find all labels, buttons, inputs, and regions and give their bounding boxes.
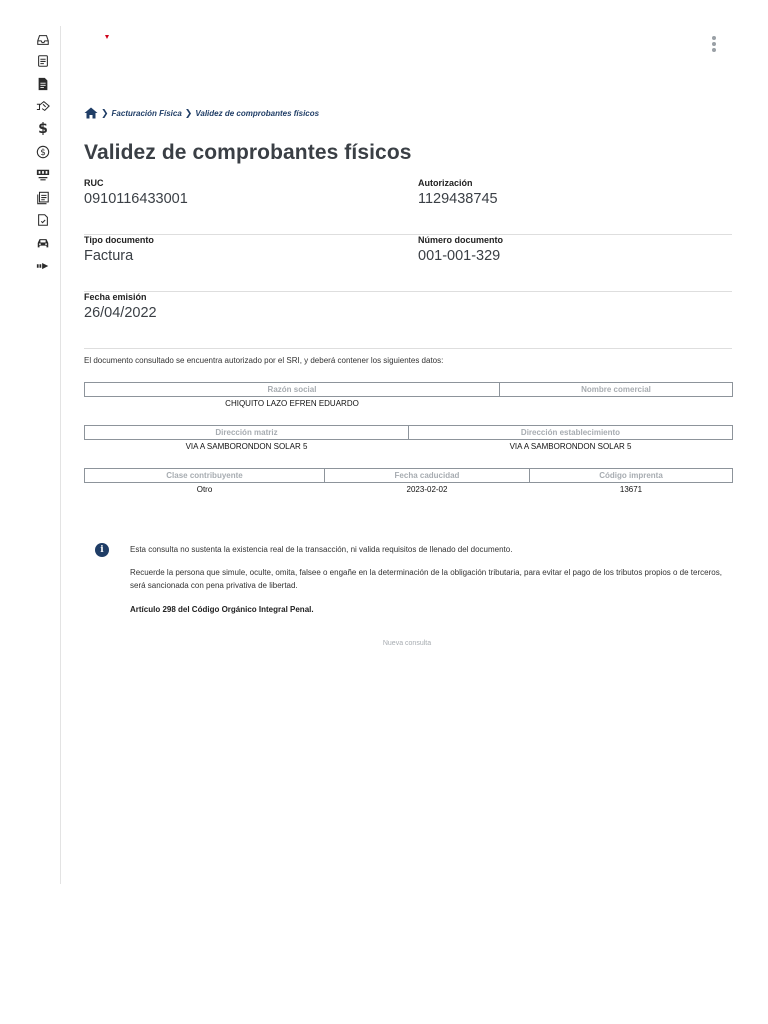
table-header: Nombre comercial: [500, 383, 733, 397]
table-header: Código imprenta: [530, 469, 733, 483]
field-value-ruc: 0910116433001: [84, 191, 188, 207]
page-title: Validez de comprobantes físicos: [84, 141, 412, 164]
field-ruc: [84, 178, 188, 207]
table-header: Fecha caducidad: [325, 469, 530, 483]
field-label: Fecha emisión: [84, 292, 147, 302]
kebab-menu-icon[interactable]: [706, 36, 722, 56]
table-header: Clase contribuyente: [85, 469, 325, 483]
field-fecha-emision: [84, 292, 157, 321]
field-label: Tipo documento: [84, 235, 154, 245]
field-autorizacion: [418, 178, 498, 207]
field-value-autorizacion: 1129438745: [418, 191, 498, 207]
field-row-documento: [84, 235, 732, 292]
table-cell: 2023-02-02: [406, 485, 448, 494]
field-row-ruc-autorizacion: [84, 178, 732, 235]
field-label: RUC: [84, 178, 104, 188]
chevron-right-icon: ❯: [101, 107, 109, 118]
nueva-consulta-button[interactable]: Nueva consulta: [0, 640, 768, 647]
inbox-icon[interactable]: [35, 32, 51, 48]
brand-logo-mark: [105, 35, 109, 39]
cash-icon[interactable]: [35, 167, 51, 183]
receipt-icon[interactable]: [35, 190, 51, 206]
breadcrumb: [84, 107, 319, 119]
svg-text:$: $: [40, 148, 46, 159]
arrow-right-icon[interactable]: [35, 258, 51, 274]
disclaimer-line-2: Recuerde la persona que simule, oculte, omita, falsee o engañe en la determinación de la obligación tributaria, para evitar el pago de los tributos propios o de terceros, será sancionada con pena privativa de libertad.: [130, 568, 722, 590]
coin-icon[interactable]: [35, 144, 51, 160]
table-contribuyente: [84, 468, 733, 496]
chevron-right-icon: ❯: [184, 107, 193, 118]
info-icon: i: [95, 543, 109, 557]
sidebar: [0, 26, 61, 884]
breadcrumb-item-current: Validez de comprobantes físicos: [195, 108, 320, 118]
dollar-icon[interactable]: $: [38, 121, 48, 137]
table-header: Razón social: [85, 383, 500, 397]
field-numero-documento: [418, 235, 503, 264]
table-cell: 13671: [619, 485, 643, 494]
authorization-notice: El documento consultado se encuentra autorizado por el SRI, y deberá contener los siguientes datos:: [84, 356, 444, 365]
table-row: [85, 440, 733, 454]
disclaimer-line-3: Artículo 298 del Código Orgánico Integral Penal.: [130, 605, 314, 614]
table-razon-social: [84, 382, 733, 410]
field-label: Número documento: [418, 235, 504, 245]
field-tipo-documento: [84, 235, 154, 264]
field-value-tipo-documento: Factura: [84, 248, 134, 264]
field-label: Autorización: [418, 178, 473, 188]
table-row: [85, 483, 733, 497]
table-header: Dirección matriz: [85, 426, 409, 440]
document-list-icon[interactable]: [35, 53, 51, 69]
table-cell: CHIQUITO LAZO EFREN EDUARDO: [225, 399, 359, 408]
table-cell: [500, 397, 733, 411]
table-cell: VIA A SAMBORONDON SOLAR 5: [509, 442, 632, 451]
handshake-icon[interactable]: [35, 98, 51, 114]
document-icon[interactable]: [35, 76, 51, 92]
table-direcciones: [84, 425, 733, 453]
field-value-numero-documento: 001-001-329: [418, 248, 501, 264]
table-header: Dirección establecimiento: [409, 426, 733, 440]
table-cell: Otro: [196, 485, 213, 494]
disclaimer-line-1: Esta consulta no sustenta la existencia real de la transacción, ni valida requisitos de llenado del documento.: [130, 545, 513, 554]
breadcrumb-item-facturacion[interactable]: Facturación Física: [111, 108, 182, 118]
home-icon[interactable]: [84, 107, 98, 119]
field-value-fecha-emision: 26/04/2022: [84, 305, 157, 321]
field-row-fecha: [84, 292, 732, 349]
car-icon[interactable]: [35, 235, 51, 251]
table-cell: VIA A SAMBORONDON SOLAR 5: [185, 442, 308, 451]
file-check-icon[interactable]: [35, 212, 51, 228]
table-row: [85, 397, 733, 411]
